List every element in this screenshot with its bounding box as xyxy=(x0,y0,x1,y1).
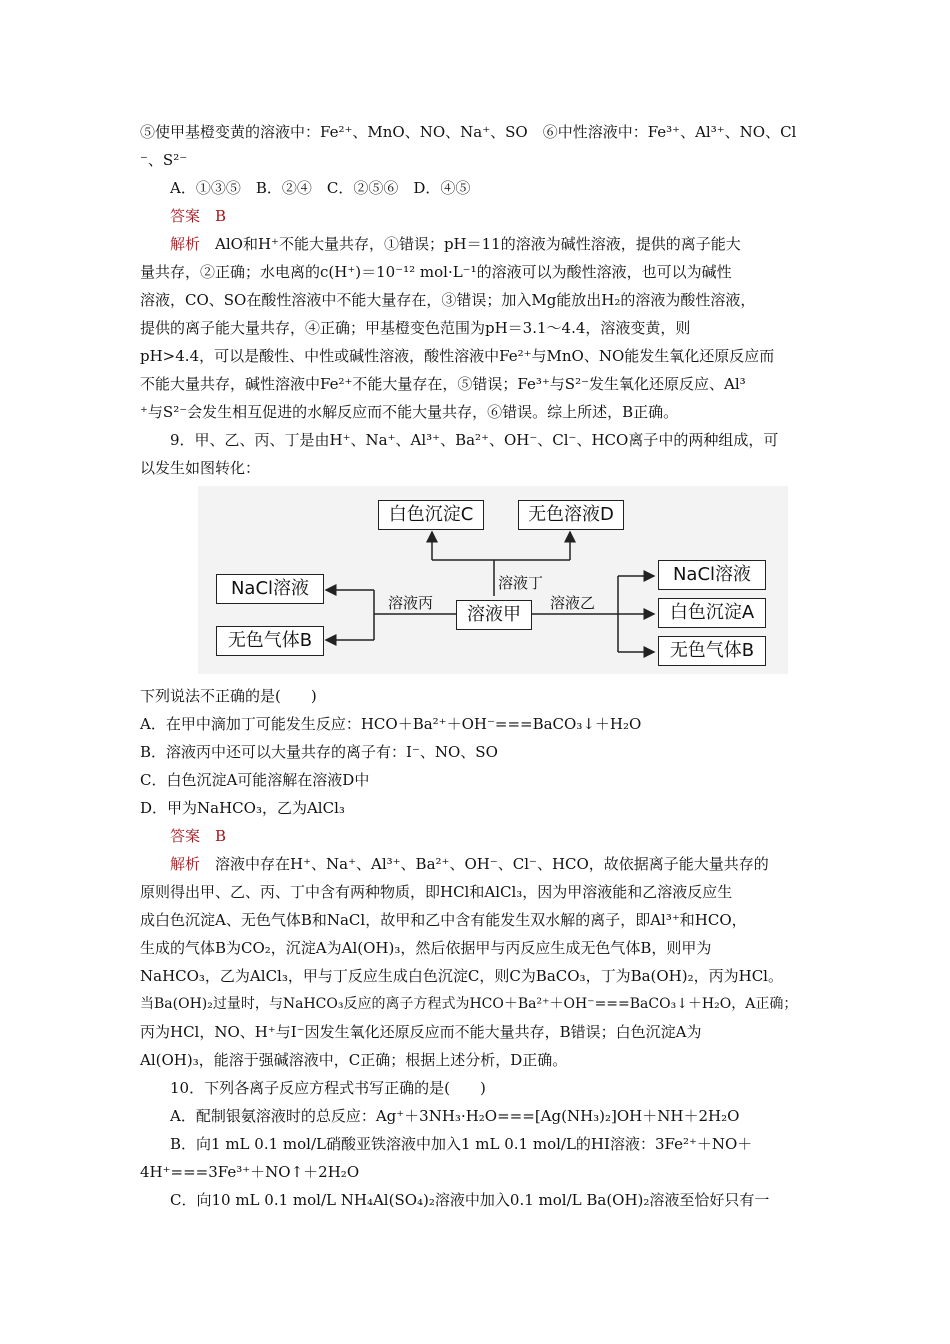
box-nacl-left: NaCl溶液 xyxy=(216,574,324,604)
text-line: Al(OH)₃，能溶于强碱溶液中，C正确；根据上述分析，D正确。 xyxy=(140,1051,568,1069)
text-line: 生成的气体B为CO₂，沉淀A为Al(OH)₃，然后依据甲与丙反应生成无色气体B，则甲为 xyxy=(140,939,712,957)
text-line: 提供的离子能大量共存，④正确；甲基橙变色范围为pH＝3.1～4.4，溶液变黄，则 xyxy=(140,319,691,337)
text-line: 成白色沉淀A、无色气体B和NaCl，故甲和乙中含有能发生双水解的离子，即Al³⁺和HCO， xyxy=(140,911,747,929)
option-a: A．在甲中滴加丁可能发生反应：HCO＋Ba²⁺＋OH⁻===BaCO₃↓＋H₂O xyxy=(140,715,642,733)
box-colorless-solution-d: 无色溶液D xyxy=(518,500,624,530)
label-solution-ding: 溶液丁 xyxy=(498,574,544,592)
text-line: ⑤使甲基橙变黄的溶液中：Fe²⁺、MnO、NO、Na⁺、SO ⑥中性溶液中：Fe³⁺、Al³⁺、NO、Cl xyxy=(140,123,797,141)
analysis-label: 解析 xyxy=(170,855,201,873)
text-line: ⁻、S²⁻ xyxy=(140,151,188,169)
box-solution-jia: 溶液甲 xyxy=(456,600,532,630)
option-d: D．甲为NaHCO₃，乙为AlCl₃ xyxy=(140,799,345,817)
option-c: C．向10 mL 0.1 mol/L NH₄Al(SO₄)₂溶液中加入0.1 mol/L Ba(OH)₂溶液至恰好只有一 xyxy=(170,1191,770,1209)
label-solution-bing: 溶液丙 xyxy=(388,594,434,612)
text-line: 量共存，②正确；水电离的c(H⁺)＝10⁻¹² mol·L⁻¹的溶液可以为酸性溶液，也可以为碱性 xyxy=(140,263,732,281)
text-line: 以发生如图转化： xyxy=(140,459,261,477)
text-line: ⁺与S²⁻会发生相互促进的水解反应而不能大量共存，⑥错误。综上所述，B正确。 xyxy=(140,403,679,421)
text-line: NaHCO₃，乙为AlCl₃，甲与丁反应生成白色沉淀C，则C为BaCO₃，丁为Ba(OH)₂，丙为HCl。 xyxy=(140,967,783,985)
text-line: pH>4.4，可以是酸性、中性或碱性溶液，酸性溶液中Fe²⁺与MnO、NO能发生氧化还原反应而 xyxy=(140,347,775,365)
question-10: 10．下列各离子反应方程式书写正确的是( ) xyxy=(170,1079,486,1097)
option-a: A．配制银氨溶液时的总反应：Ag⁺＋3NH₃·H₂O===[Ag(NH₃)₂]OH＋NH＋2H₂O xyxy=(170,1107,740,1125)
question-9: 9．甲、乙、丙、丁是由H⁺、Na⁺、Al³⁺、Ba²⁺、OH⁻、Cl⁻、HCO离子中的两种组成，可 xyxy=(170,431,779,449)
conversion-diagram xyxy=(198,486,788,674)
box-gas-b-left: 无色气体B xyxy=(216,626,324,656)
text-line: 当Ba(OH)₂过量时，与NaHCO₃反应的离子方程式为HCO＋Ba²⁺＋OH⁻===BaCO₃↓＋H₂O，A正确； xyxy=(140,996,798,1012)
box-white-precipitate-a: 白色沉淀A xyxy=(658,598,766,628)
answer-line: 答案 B xyxy=(170,207,227,225)
box-white-precipitate-c: 白色沉淀C xyxy=(378,500,484,530)
text-line: 溶液，CO、SO在酸性溶液中不能大量存在，③错误；加入Mg能放出H₂的溶液为酸性溶液， xyxy=(140,291,756,309)
text-line: 原则得出甲、乙、丙、丁中含有两种物质，即HCl和AlCl₃，因为甲溶液能和乙溶液反应生 xyxy=(140,883,733,901)
option-c: C．白色沉淀A可能溶解在溶液D中 xyxy=(140,771,370,789)
option-b: B．向1 mL 0.1 mol/L硝酸亚铁溶液中加入1 mL 0.1 mol/L的HI溶液：3Fe²⁺＋NO＋ xyxy=(170,1135,753,1153)
text-line: 不能大量共存，碱性溶液中Fe²⁺不能大量存在，⑤错误；Fe³⁺与S²⁻发生氧化还原反应、Al³ xyxy=(140,375,746,393)
box-gas-b-right: 无色气体B xyxy=(658,636,766,666)
text-line: 4H⁺===3Fe³⁺＋NO↑＋2H₂O xyxy=(140,1163,360,1181)
options-line: A．①③⑤ B．②④ C．②⑤⑥ D．④⑤ xyxy=(170,179,471,197)
box-nacl-right: NaCl溶液 xyxy=(658,560,766,590)
answer-line: 答案 B xyxy=(170,827,227,845)
label-solution-yi: 溶液乙 xyxy=(550,594,596,612)
analysis-line: 解析 溶液中存在H⁺、Na⁺、Al³⁺、Ba²⁺、OH⁻、Cl⁻、HCO，故依据离子能大量共存的 xyxy=(170,855,769,873)
analysis-label: 解析 xyxy=(170,235,201,253)
option-b: B．溶液丙中还可以大量共存的离子有：I⁻、NO、SO xyxy=(140,743,498,761)
analysis-line: 解析 AlO和H⁺不能大量共存，①错误；pH＝11的溶液为碱性溶液，提供的离子能大 xyxy=(170,235,741,253)
question-stem: 下列说法不正确的是( ) xyxy=(140,687,317,705)
text-line: 丙为HCl，NO、H⁺与I⁻因发生氧化还原反应而不能大量共存，B错误；白色沉淀A为 xyxy=(140,1023,702,1041)
